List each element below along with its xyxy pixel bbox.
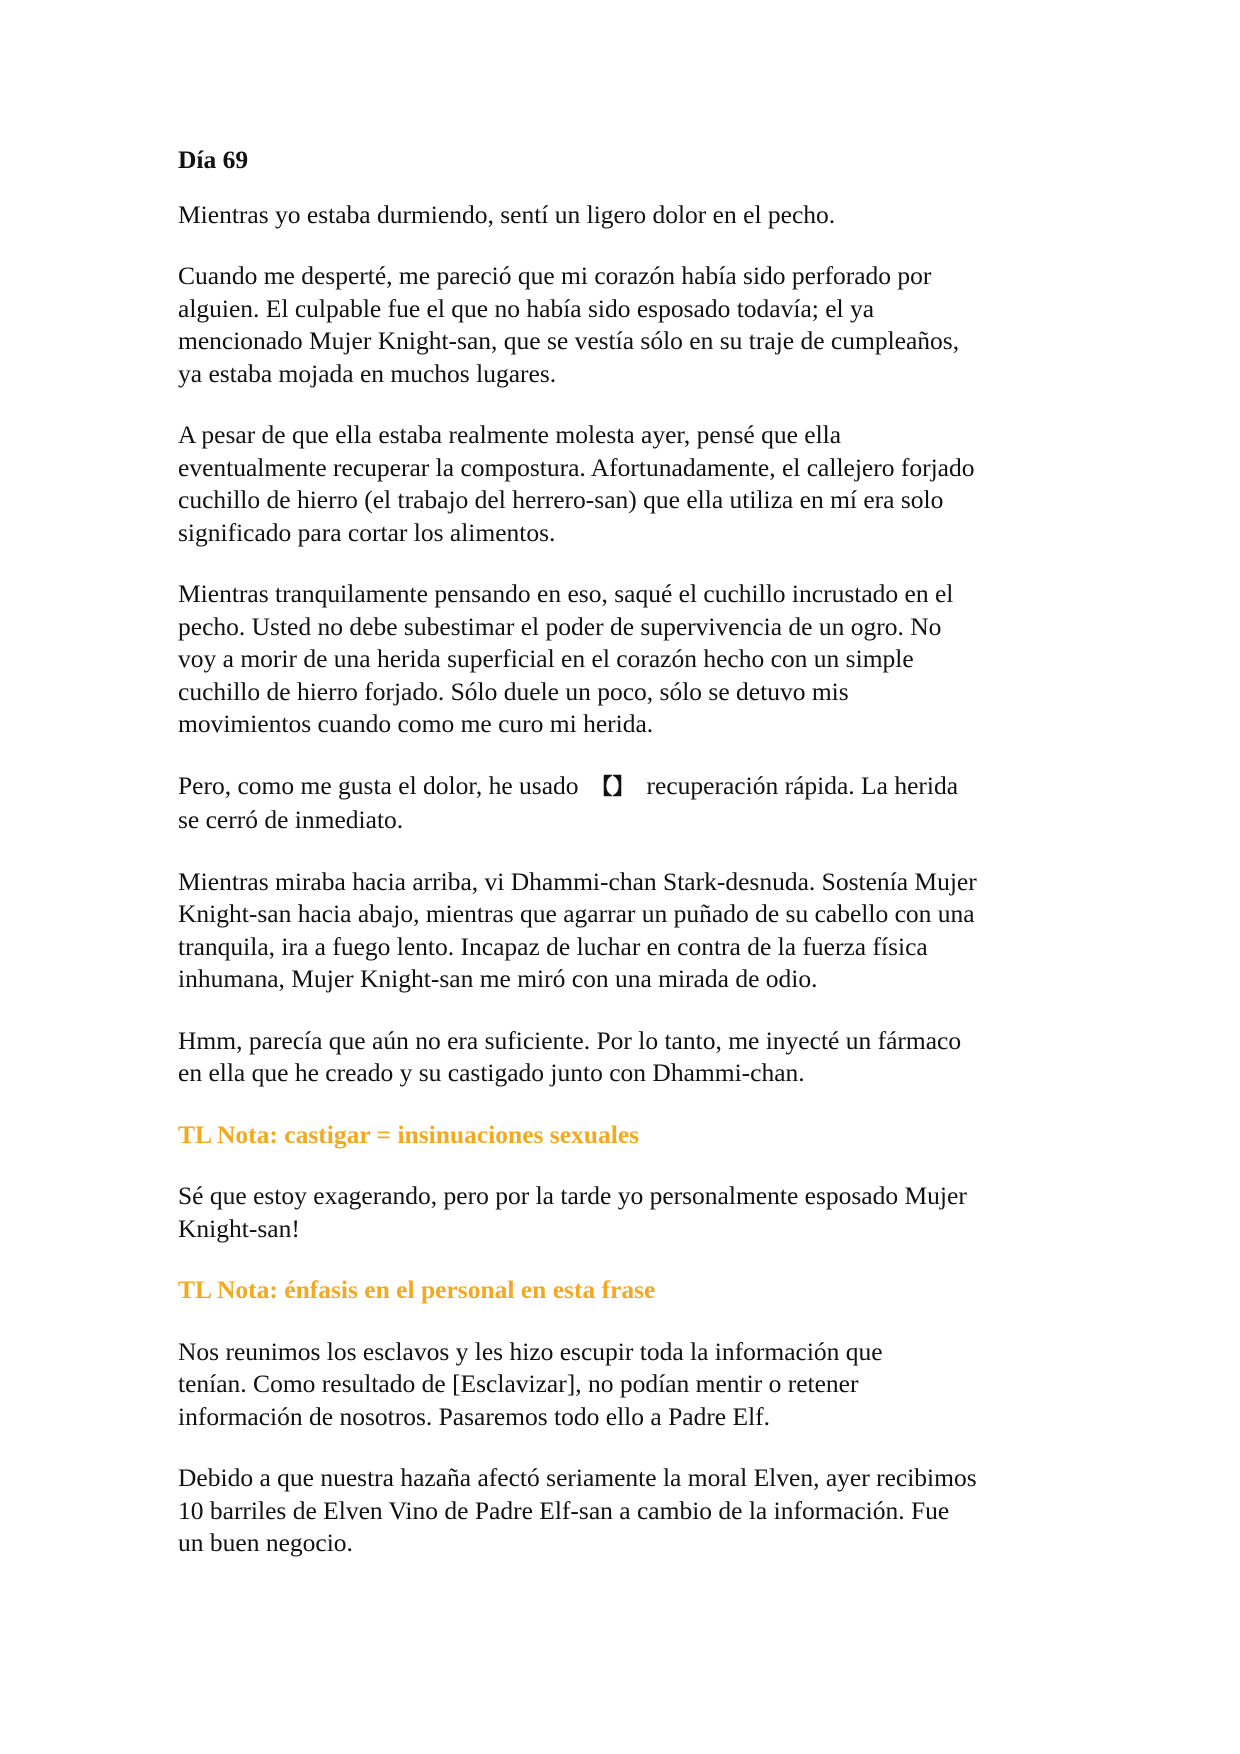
text-line: A pesar de que ella estaba realmente molesta ayer, pensé que ella [178, 420, 842, 449]
text-line: tranquila, ira a fuego lento. Incapaz de luchar en contra de la fuerza física [178, 931, 928, 961]
text-line: en ella que he creado y su castigado junto con Dhammi-chan. [178, 1058, 805, 1087]
text-line: cuchillo de hierro forjado. Sólo duele un poco, sólo se detuvo mis [178, 676, 849, 706]
paragraph-7 [178, 1025, 1078, 1090]
paragraph-6 [178, 866, 1078, 996]
text-line: Sé que estoy exagerando, pero por la tarde yo personalmente esposado Mujer [178, 1181, 967, 1210]
text-line: Debido a que nuestra hazaña afectó seriamente la moral Elven, ayer recibimos [178, 1463, 977, 1492]
text-line: Hmm, parecía que aún no era suficiente. Por lo tanto, me inyecté un fármaco [178, 1025, 962, 1055]
text-line: Mientras miraba hacia arriba, vi Dhammi-chan Stark-desnuda. Sostenía Mujer [178, 866, 977, 896]
text-line: alguien. El culpable fue el que no había sido esposado todavía; el ya [178, 293, 875, 323]
text-line: Mientras tranquilamente pensando en eso, saqué el cuchillo incrustado en el [178, 579, 954, 608]
paragraph-8 [178, 1180, 1078, 1245]
translator-note-2: TL Nota: énfasis en el personal en esta frase [178, 1275, 656, 1304]
document-page [178, 144, 1078, 1589]
paragraph-2 [178, 260, 1078, 390]
text-line: inhumana, Mujer Knight-san me miró con una mirada de odio. [178, 964, 818, 993]
text-line: Mientras yo estaba durmiendo, sentí un ligero dolor en el pecho. [178, 199, 836, 229]
text-line: Knight-san hacia abajo, mientras que agarrar un puñado de su cabello con una [178, 899, 975, 928]
text-line: ya estaba mojada en muchos lugares. [178, 358, 557, 388]
text-line: voy a morir de una herida superficial en el corazón hecho con un simple [178, 644, 914, 673]
text-line: 10 barriles de Elven Vino de Padre Elf-san a cambio de la información. Fue [178, 1495, 950, 1525]
text-segment: recuperación rápida. La herida [646, 770, 959, 800]
paragraph-3 [178, 419, 1078, 549]
text-line: se cerró de inmediato. [178, 805, 404, 834]
text-line: movimientos cuando como me curo mi herida. [178, 709, 654, 738]
text-line: significado para cortar los alimentos. [178, 517, 556, 547]
text-line: cuchillo de hierro (el trabajo del herrero-san) que ella utiliza en mí era solo [178, 485, 944, 514]
text-line: tenían. Como resultado de [Esclavizar], no podían mentir o retener [178, 1369, 859, 1398]
text-line: Nos reunimos los esclavos y les hizo escupir toda la información que [178, 1336, 883, 1366]
text-line: Cuando me desperté, me pareció que mi corazón había sido perforado por [178, 261, 932, 290]
paragraph-1 [178, 199, 1078, 232]
paragraph-10 [178, 1462, 1078, 1560]
text-line: mencionado Mujer Knight-san, que se vestía sólo en su traje de cumpleaños, [178, 326, 960, 355]
text-line: información de nosotros. Pasaremos todo ello a Padre Elf. [178, 1401, 771, 1431]
text-line: pecho. Usted no debe subestimar el poder de supervivencia de un ogro. No [178, 611, 942, 641]
text-line: eventualmente recuperar la compostura. Afortunadamente, el callejero forjado [178, 452, 975, 482]
paragraph-9 [178, 1336, 1078, 1434]
translator-note-1: TL Nota: castigar = insinuaciones sexuales [178, 1119, 640, 1149]
page-title: Día 69 [178, 145, 249, 174]
paragraph-4 [178, 578, 1078, 741]
skill-bracket: 【】 [590, 774, 635, 800]
text-segment: Pero, como me gusta el dolor, he usado [178, 770, 579, 800]
paragraph-5 [178, 770, 1078, 837]
text-line: Knight-san! [178, 1213, 300, 1243]
text-line: un buen negocio. [178, 1528, 353, 1557]
